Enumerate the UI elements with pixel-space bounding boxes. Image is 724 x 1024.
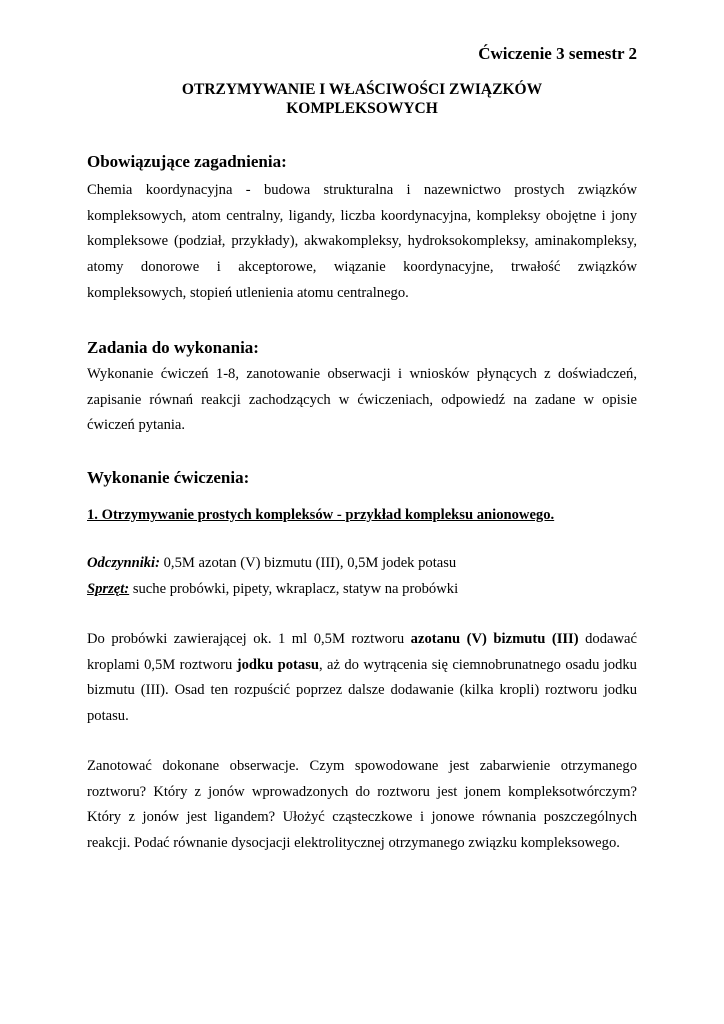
procedure-text-2: dodawać kroplami 0,5M roztworu [87,631,637,673]
equipment-line [87,581,458,598]
document-title-line2: KOMPLEKSOWYCH [286,100,438,117]
document-title [87,80,637,118]
topics-body: Chemia koordynacyjna - budowa strukturalna i nazewnictwo prostych związków kompleksowych, atom centralny, ligandy, liczba koordynacyjna, kompleksy obojętne i jony kompleksowe (podział, przykłady), akwakompleksy, hydroksokompleksy, aminakompleksy, atomy donorowe i akceptorowe, wiązanie koordynacyjne, trwałość związków kompleksowych, stopień utlenienia atomu centralnego. [87,182,637,301]
procedure-text-3: , aż do wytrącenia się ciemnobrunatnego osadu jodku bizmutu (III). Osad ten rozpuścić poprzez dalsze dodawanie (kilka kropli) roztworu jodku potasu. [87,656,637,725]
equipment-value: suche probówki, pipety, wkraplacz, statyw na probówki [129,581,459,597]
procedure-bold-2: jodku potasu [236,656,319,673]
tasks-heading: Zadania do wykonania: [87,338,259,357]
procedure-bold-1: azotanu (V) bizmutu (III) [410,631,579,647]
topics-heading: Obowiązujące zagadnienia: [87,152,287,171]
exercise-1-subheading: 1. Otrzymywanie prostych kompleksów - przykład kompleksu anionowego. [87,507,555,523]
procedure-paragraph [87,627,637,730]
execution-heading: Wykonanie ćwiczenia: [87,468,250,487]
tasks-body: Wykonanie ćwiczeń 1-8, zanotowanie obserwacji i wniosków płynących z doświadczeń, zapisanie równań reakcji zachodzących w ćwiczeniach, odpowiedź na zadane w opisie ćwiczeń pytania. [87,366,637,434]
reagents-value: 0,5M azotan (V) bizmutu (III), 0,5M jodek potasu [159,555,457,571]
exercise-header: Ćwiczenie 3 semestr 2 [478,44,637,63]
equipment-label: Sprzęt: [87,581,130,597]
questions-paragraph: Zanotować dokonane obserwacje. Czym spowodowane jest zabarwienie otrzymanego roztworu? Który z jonów wprowadzonych do roztworu jest jonem kompleksotwórczym? Który z jonów jest ligandem? Ułożyć cząsteczkowe i jonowe równania poszczególnych reakcji. Podać równanie dysocjacji elektrolitycznej otrzymanego związku kompleksowego. [87,758,637,852]
reagents-line [87,555,456,572]
reagents-label: Odczynniki: [87,555,160,571]
procedure-text-1: Do probówki zawierającej ok. 1 ml 0,5M roztworu [87,631,411,647]
document-title-line1: OTRZYMYWANIE I WŁAŚCIWOŚCI ZWIĄZKÓW [181,81,543,98]
